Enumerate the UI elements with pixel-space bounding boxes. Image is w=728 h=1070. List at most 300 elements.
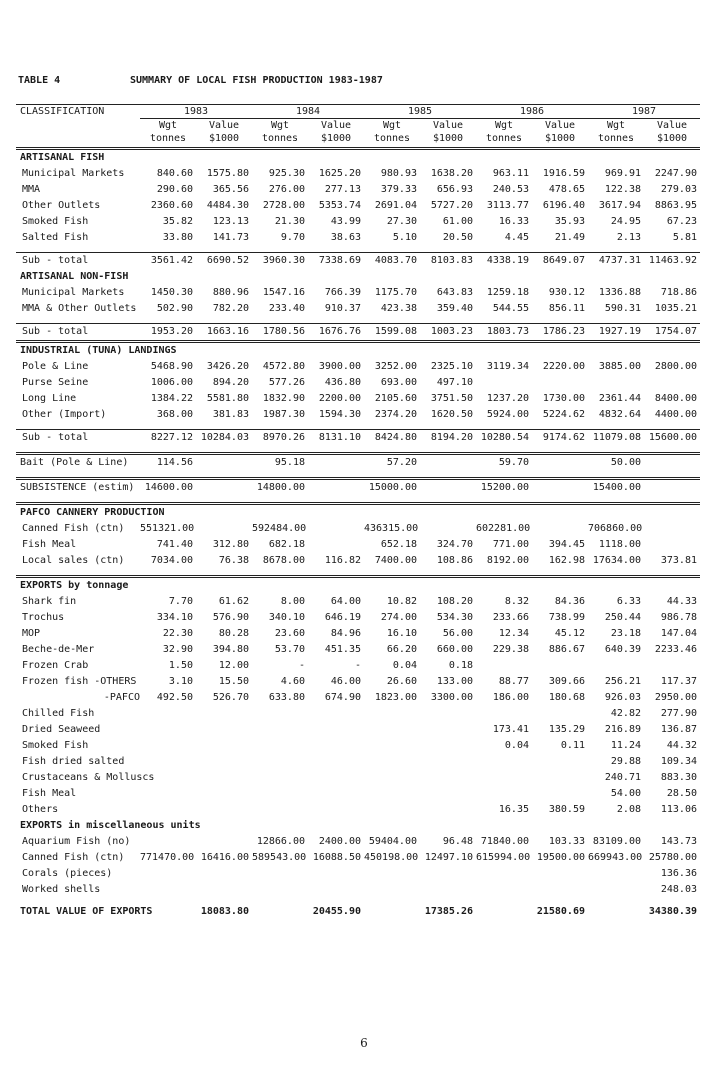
value-cell: 8103.83 [420, 253, 476, 270]
year-header: 1985 [364, 105, 476, 119]
value-cell: 277.90 [660, 708, 697, 719]
value-cell: 365.56 [212, 184, 249, 195]
weight-cell: 423.38 [380, 303, 417, 314]
weight-cell [476, 754, 532, 770]
value-cell [420, 521, 476, 537]
weight-cell: 12.34 [498, 628, 529, 639]
weight-cell: 16.10 [386, 628, 417, 639]
weight-cell: 3617.94 [598, 200, 641, 211]
value-cell: 61.00 [442, 216, 473, 227]
weight-cell: 42.82 [610, 708, 641, 719]
value-cell: 0.11 [560, 740, 585, 751]
value-cell: 84.96 [330, 628, 361, 639]
value-cell [308, 786, 364, 802]
table-row [16, 198, 700, 214]
value-cell: 18083.80 [200, 906, 249, 917]
value-cell: 133.00 [436, 676, 473, 687]
value-cell: 28.50 [666, 788, 697, 799]
value-cell: 10284.03 [196, 430, 252, 447]
value-cell: 986.78 [660, 612, 697, 623]
value-cell [308, 802, 364, 818]
value-cell: 0.18 [448, 660, 473, 671]
row-spacer [16, 471, 700, 479]
row-label: Canned Fish (ctn) [22, 852, 125, 863]
value-cell: 67.23 [666, 216, 697, 227]
weight-cell: 4737.31 [588, 253, 644, 270]
row-label: Canned Fish (ctn) [22, 523, 125, 534]
table-row [16, 738, 700, 754]
value-cell: 34380.39 [648, 906, 697, 917]
weight-cell: 12866.00 [256, 836, 305, 847]
weight-cell: 59.70 [476, 454, 532, 472]
table-row [16, 285, 700, 301]
value-cell [308, 770, 364, 786]
unit-dollars: $1000 [320, 133, 352, 144]
unit-dollars: $1000 [656, 133, 688, 144]
weight-cell: 17634.00 [592, 555, 641, 566]
value-cell: 5581.80 [206, 393, 249, 404]
weight-cell: 1953.20 [140, 324, 196, 342]
row-label: Sub - total [16, 253, 140, 270]
subtotal-row [16, 430, 700, 447]
weight-cell [364, 882, 420, 898]
table-id: TABLE 4 [18, 75, 61, 86]
value-cell [420, 479, 476, 497]
weight-cell: 1450.30 [150, 287, 193, 298]
value-cell: 2800.00 [654, 361, 697, 372]
value-cell: 2233.46 [654, 644, 697, 655]
value-cell: 497.10 [436, 377, 473, 388]
weight-cell: 5924.00 [486, 409, 529, 420]
row-label: Trochus [22, 612, 65, 623]
weight-cell [588, 375, 644, 391]
weight-cell: 368.00 [156, 409, 193, 420]
weight-cell: 8192.00 [486, 555, 529, 566]
row-label: Smoked Fish [22, 216, 89, 227]
value-cell: 534.30 [436, 612, 473, 623]
weight-cell: 1.50 [168, 660, 193, 671]
value-cell [308, 754, 364, 770]
weight-cell [140, 802, 196, 818]
weight-cell [140, 738, 196, 754]
value-cell: 8863.95 [654, 200, 697, 211]
table-row [16, 230, 700, 246]
value-header: Value [432, 120, 464, 131]
row-label: Frozen Crab [22, 660, 89, 671]
weight-cell: 4.45 [504, 232, 529, 243]
total-row [16, 904, 700, 920]
value-cell: 113.06 [660, 804, 697, 815]
table-body [16, 149, 700, 921]
weight-cell: 233.66 [492, 612, 529, 623]
value-cell [196, 722, 252, 738]
value-cell: 3300.00 [430, 692, 473, 703]
table-row [16, 834, 700, 850]
table-row [16, 722, 700, 738]
weight-cell [252, 754, 308, 770]
weight-cell: 980.93 [380, 168, 417, 179]
value-cell [532, 521, 588, 537]
value-cell: 136.36 [660, 868, 697, 879]
weight-cell: 2374.20 [374, 409, 417, 420]
value-cell: 136.87 [660, 724, 697, 735]
table-row [16, 521, 700, 537]
row-label: Smoked Fish [22, 740, 89, 751]
unit-tonnes: tonnes [597, 133, 635, 144]
value-cell [532, 754, 588, 770]
value-cell [196, 770, 252, 786]
value-cell: 2950.00 [654, 692, 697, 703]
table-row [16, 786, 700, 802]
subtotal-row [16, 324, 700, 342]
value-cell: 1638.20 [430, 168, 473, 179]
value-cell [196, 882, 252, 898]
weight-cell: 6.33 [616, 596, 641, 607]
row-label: Others [22, 804, 59, 815]
value-cell [196, 786, 252, 802]
row-label: SUBSISTENCE (estim) [16, 479, 140, 497]
value-cell [196, 834, 252, 850]
weight-cell [476, 375, 532, 391]
weight-cell: 14800.00 [252, 479, 308, 497]
weight-cell: 682.18 [268, 539, 305, 550]
weight-cell [476, 770, 532, 786]
value-cell [420, 770, 476, 786]
value-cell: 8649.07 [532, 253, 588, 270]
weight-cell: 7.70 [168, 596, 193, 607]
value-cell: 656.93 [436, 184, 473, 195]
year-header: 1983 [140, 105, 252, 119]
weight-cell: 1832.90 [262, 393, 305, 404]
weight-cell: 3113.77 [486, 200, 529, 211]
weight-cell: 1237.20 [486, 393, 529, 404]
unit-dollars: $1000 [432, 133, 464, 144]
row-label: Fish Meal [22, 788, 77, 799]
weight-cell [140, 722, 196, 738]
value-cell [308, 738, 364, 754]
weight-cell: 0.04 [504, 740, 529, 751]
weight-cell: 23.18 [610, 628, 641, 639]
table-row [16, 214, 700, 230]
table-row [16, 658, 700, 674]
weight-cell: 59404.00 [368, 836, 417, 847]
weight-cell: 11079.08 [588, 430, 644, 447]
value-cell: 6690.52 [196, 253, 252, 270]
page-number: 6 [360, 1036, 368, 1050]
value-cell [420, 802, 476, 818]
row-label: Municipal Markets [22, 168, 125, 179]
weight-cell: 7034.00 [150, 555, 193, 566]
weight-cell: 1927.19 [588, 324, 644, 342]
weight-cell: 551321.00 [140, 523, 195, 534]
table-row [16, 866, 700, 882]
value-cell: 96.48 [442, 836, 473, 847]
weight-cell: 15000.00 [364, 479, 420, 497]
weight-cell: 4832.64 [598, 409, 641, 420]
weight-cell [252, 786, 308, 802]
row-label: Corals (pieces) [22, 868, 113, 879]
unit-dollars: $1000 [208, 133, 240, 144]
weight-cell: 15400.00 [588, 479, 644, 497]
value-cell: 56.00 [442, 628, 473, 639]
value-cell: 8131.10 [308, 430, 364, 447]
weight-cell [588, 866, 644, 882]
section-row [16, 149, 700, 167]
value-cell: 2220.00 [542, 361, 585, 372]
value-cell: 64.00 [330, 596, 361, 607]
table-row [16, 301, 700, 317]
value-cell: 103.33 [548, 836, 585, 847]
value-header: Value [208, 120, 240, 131]
row-label: Dried Seaweed [22, 724, 101, 735]
weight-cell: 615994.00 [476, 852, 531, 863]
weight-cell [476, 866, 532, 882]
value-cell: 108.86 [436, 555, 473, 566]
weight-cell: 633.80 [268, 692, 305, 703]
weight-cell [364, 802, 420, 818]
weight-cell: 590.31 [604, 303, 641, 314]
value-cell: 44.33 [666, 596, 697, 607]
weight-cell: 1259.18 [486, 287, 529, 298]
weight-cell: 1118.00 [598, 539, 641, 550]
weight-cell: 29.88 [610, 756, 641, 767]
value-cell: 394.45 [548, 539, 585, 550]
weight-cell: 8970.26 [252, 430, 308, 447]
value-cell: 856.11 [548, 303, 585, 314]
row-label: MOP [22, 628, 41, 639]
weight-cell: 27.30 [386, 216, 417, 227]
year-header: 1986 [476, 105, 588, 119]
row-label: Long Line [22, 393, 77, 404]
weight-cell: 2691.04 [374, 200, 417, 211]
weight-cell: 10.82 [386, 596, 417, 607]
value-cell [644, 658, 700, 674]
value-cell: 1003.23 [420, 324, 476, 342]
weight-cell: 544.55 [492, 303, 529, 314]
row-label: -PAFCO [103, 692, 140, 703]
row-label: Sub - total [16, 324, 140, 342]
weight-cell: 50.00 [588, 454, 644, 472]
weight-cell [252, 706, 308, 722]
value-cell [196, 479, 252, 497]
row-label: Pole & Line [22, 361, 89, 372]
value-cell: 38.63 [330, 232, 361, 243]
value-cell: 35.93 [554, 216, 585, 227]
unit-tonnes: tonnes [261, 133, 299, 144]
weight-cell [252, 722, 308, 738]
table-row [16, 479, 700, 497]
weight-cell [140, 834, 196, 850]
value-cell: 3426.20 [206, 361, 249, 372]
value-cell: 674.90 [324, 692, 361, 703]
value-cell: 19500.00 [536, 852, 585, 863]
value-cell: 8194.20 [420, 430, 476, 447]
weight-cell: 652.18 [380, 539, 417, 550]
weight-cell: 963.11 [492, 168, 529, 179]
value-cell: 5353.74 [318, 200, 361, 211]
value-cell [532, 866, 588, 882]
weight-cell: 21.30 [274, 216, 305, 227]
weight-cell: 8.32 [504, 596, 529, 607]
wgt-header: Wgt [270, 120, 290, 131]
weight-cell: 925.30 [268, 168, 305, 179]
weight-cell: 66.20 [386, 644, 417, 655]
weight-cell: 229.38 [492, 644, 529, 655]
wgt-header: Wgt [382, 120, 402, 131]
row-label: MMA [22, 184, 41, 195]
weight-cell: 2.08 [616, 804, 641, 815]
weight-cell: 840.60 [156, 168, 193, 179]
table-row [16, 754, 700, 770]
value-cell: 643.83 [436, 287, 473, 298]
row-spacer [16, 496, 700, 504]
weight-cell [476, 882, 532, 898]
weight-cell: 276.00 [268, 184, 305, 195]
weight-cell: 3885.00 [598, 361, 641, 372]
weight-cell [252, 904, 308, 920]
table-header [18, 75, 718, 89]
row-label: Municipal Markets [22, 287, 125, 298]
weight-cell [364, 722, 420, 738]
weight-cell: 71840.00 [480, 836, 529, 847]
section-label: EXPORTS by tonnage [16, 577, 700, 595]
value-cell: 5224.62 [542, 409, 585, 420]
weight-cell: 1547.16 [262, 287, 305, 298]
weight-cell [364, 754, 420, 770]
value-cell: 782.20 [212, 303, 249, 314]
value-cell: 2325.10 [430, 361, 473, 372]
wgt-header: Wgt [494, 120, 514, 131]
table-title: SUMMARY OF LOCAL FISH PRODUCTION 1983-1987 [130, 75, 383, 86]
unit-dollars: $1000 [544, 133, 576, 144]
weight-cell: 693.00 [380, 377, 417, 388]
value-cell: 43.99 [330, 216, 361, 227]
value-cell: 883.30 [660, 772, 697, 783]
value-cell [420, 882, 476, 898]
value-cell [532, 770, 588, 786]
weight-cell: 2361.44 [598, 393, 641, 404]
weight-cell: 15200.00 [476, 479, 532, 497]
value-cell: 123.13 [212, 216, 249, 227]
value-cell: 1754.07 [644, 324, 700, 342]
value-cell [308, 866, 364, 882]
value-cell: 6196.40 [542, 200, 585, 211]
weight-cell: 114.56 [140, 454, 196, 472]
weight-cell: 11.24 [610, 740, 641, 751]
value-cell [420, 786, 476, 802]
table-row [16, 359, 700, 375]
value-cell [532, 882, 588, 898]
year-header: 1984 [252, 105, 364, 119]
value-cell: 248.03 [660, 884, 697, 895]
unit-tonnes: tonnes [149, 133, 187, 144]
weight-cell: 1780.56 [252, 324, 308, 342]
weight-cell [140, 754, 196, 770]
weight-cell: 3119.34 [486, 361, 529, 372]
year-header: 1987 [588, 105, 700, 119]
row-label: Aquarium Fish (no) [22, 836, 131, 847]
value-cell: 930.12 [548, 287, 585, 298]
section-label: INDUSTRIAL (TUNA) LANDINGS [16, 342, 700, 360]
value-cell [420, 866, 476, 882]
weight-cell: 450198.00 [364, 852, 419, 863]
value-cell: 4484.30 [206, 200, 249, 211]
value-cell [196, 802, 252, 818]
weight-cell: 602281.00 [476, 523, 531, 534]
table-row [16, 626, 700, 642]
row-label: TOTAL VALUE OF EXPORTS [20, 906, 153, 917]
value-cell [308, 722, 364, 738]
weight-cell: 334.10 [156, 612, 193, 623]
value-cell: 451.35 [324, 644, 361, 655]
value-cell: 15600.00 [644, 430, 700, 447]
value-cell: 15.50 [218, 676, 249, 687]
weight-cell: 8.00 [280, 596, 305, 607]
value-cell: 76.38 [218, 555, 249, 566]
weight-cell [476, 786, 532, 802]
table-row [16, 454, 700, 472]
weight-cell: 32.90 [162, 644, 193, 655]
table-row [16, 882, 700, 898]
weight-cell: 577.26 [268, 377, 305, 388]
value-cell: - [354, 660, 361, 671]
value-cell: 436.80 [324, 377, 361, 388]
value-cell: 9174.62 [532, 430, 588, 447]
weight-cell: 2105.60 [374, 393, 417, 404]
value-cell: 108.20 [436, 596, 473, 607]
value-cell [644, 537, 700, 553]
table-row [16, 770, 700, 786]
value-cell: 141.73 [212, 232, 249, 243]
value-cell: 309.66 [548, 676, 585, 687]
row-label: Fish dried salted [22, 756, 125, 767]
value-cell: 910.37 [324, 303, 361, 314]
weight-cell: 274.00 [380, 612, 417, 623]
table-row [16, 537, 700, 553]
weight-cell: 88.77 [498, 676, 529, 687]
row-label: Other (Import) [22, 409, 107, 420]
value-cell: 1663.16 [196, 324, 252, 342]
value-cell: 25780.00 [648, 852, 697, 863]
weight-cell: 1336.88 [598, 287, 641, 298]
row-label: Salted Fish [22, 232, 89, 243]
weight-cell: 23.60 [274, 628, 305, 639]
weight-cell: - [298, 660, 305, 671]
value-cell: 17385.26 [424, 906, 473, 917]
value-cell: 2247.90 [654, 168, 697, 179]
table-row [16, 690, 700, 706]
value-cell: 5727.20 [430, 200, 473, 211]
value-cell [532, 454, 588, 472]
weight-cell: 502.90 [156, 303, 193, 314]
weight-cell: 3252.00 [374, 361, 417, 372]
weight-cell [140, 786, 196, 802]
weight-cell: 95.18 [252, 454, 308, 472]
weight-cell [476, 904, 532, 920]
weight-cell: 379.33 [380, 184, 417, 195]
weight-cell: 2360.60 [150, 200, 193, 211]
table-row [16, 706, 700, 722]
value-cell [420, 738, 476, 754]
weight-cell: 1006.00 [150, 377, 193, 388]
section-label: EXPORTS in miscellaneous units [20, 820, 201, 831]
value-cell: 373.81 [660, 555, 697, 566]
value-cell: 143.73 [660, 836, 697, 847]
value-cell: 180.68 [548, 692, 585, 703]
fish-production-table [16, 104, 700, 920]
value-cell [196, 706, 252, 722]
weight-cell: 2.13 [616, 232, 641, 243]
